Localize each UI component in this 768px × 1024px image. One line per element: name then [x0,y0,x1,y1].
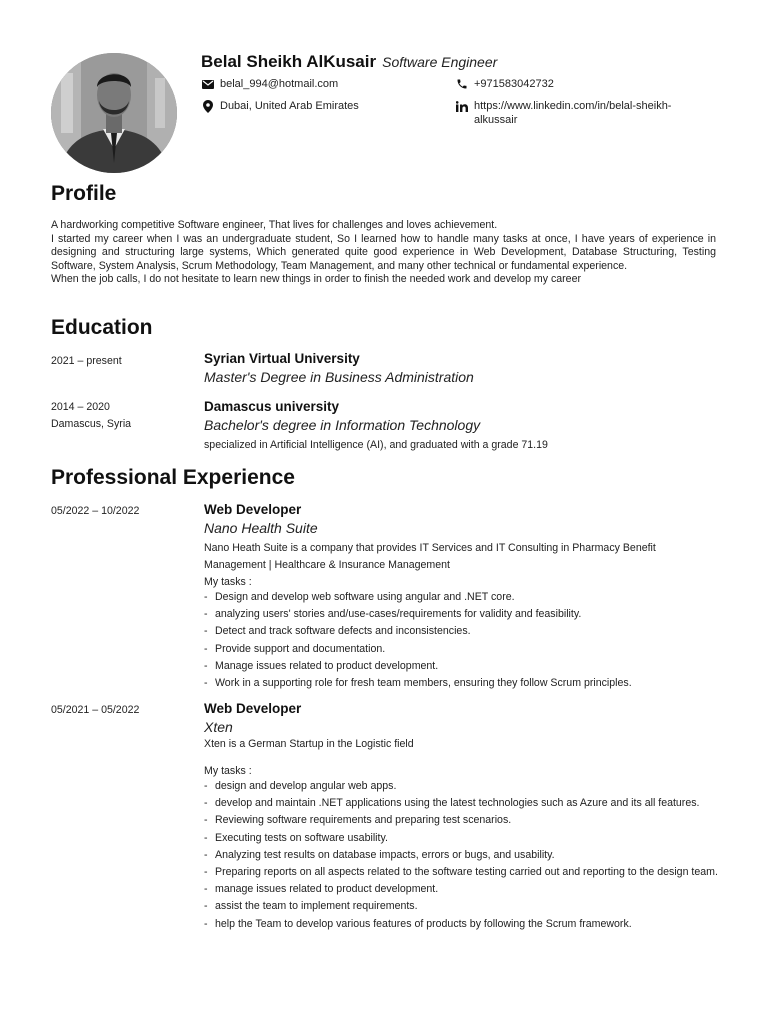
task-item: - manage issues related to product development. [204,883,719,897]
task-item: - Reviewing software requirements and preparing test scenarios. [204,814,719,828]
tasks-label: My tasks : [204,576,252,588]
contact-email [201,77,338,91]
profile-paragraph: A hardworking competitive Software engineer, That lives for challenges and loves achievement. [51,219,498,231]
candidate-name: Belal Sheikh AlKusair [201,52,377,71]
job-title: Software Engineer [382,54,498,70]
phone-icon [455,77,468,91]
school-name: Damascus university [204,399,340,414]
task-item: - assist the team to implement requirements. [204,900,719,914]
profile-photo [51,53,177,173]
tasks-label: My tasks : [204,765,252,777]
experience-entry [204,501,719,694]
education-note: specialized in Artificial Intelligence (AI), and graduated with a grade 71.19 [204,439,548,451]
education-heading: Education [51,316,153,339]
email-link[interactable]: belal_994@hotmail.com [220,78,339,90]
profile-summary [51,219,716,287]
task-item: - Manage issues related to product development. [204,660,719,674]
degree-name: Bachelor's degree in Information Technology [204,417,481,433]
phone-number[interactable]: +971583042732 [474,78,554,90]
linkedin-link[interactable]: https://www.linkedin.com/in/belal-sheikh-alkussair [474,100,672,126]
task-item: - Provide support and documentation. [204,643,719,657]
task-item: - help the Team to develop various features of products by following the Scrum framework. [204,918,719,932]
task-item: - Executing tests on software usability. [204,832,719,846]
role-title: Web Developer [204,701,302,716]
envelope-icon [201,77,214,91]
task-item: - Analyzing test results on database impacts, errors or bugs, and usability. [204,849,719,863]
contact-phone [455,77,554,91]
company-description: Xten is a German Startup in the Logistic field [204,738,414,750]
company-description: Nano Heath Suite is a company that provides IT Services and IT Consulting in Pharmacy Benefit Management | Healthcare & Insurance Management [204,542,656,571]
school-name: Syrian Virtual University [204,351,360,366]
location-text: Dubai, United Arab Emirates [220,100,359,112]
role-title: Web Developer [204,502,302,517]
task-item: - Detect and track software defects and inconsistencies. [204,625,719,639]
task-item: - design and develop angular web apps. [204,780,719,794]
profile-paragraph: I started my career when I was an undergraduate student, So I learned how to handle many tasks at once, I have years of experience in designing and structuring large systems, Which generated quite good experience in Web Development, Database Structuring, Testing Software, System Analysis, Scrum Methodology, Team Management, and many other technical or fundamental experience. [51,232,716,272]
education-entry [204,398,719,454]
company-name: Xten [204,719,233,735]
linkedin-icon [455,99,468,113]
education-date: 2021 – present [51,355,122,367]
degree-name: Master's Degree in Business Administration [204,369,474,385]
task-item: - develop and maintain .NET applications using the latest technologies such as Azure and its all features. [204,797,719,811]
contact-location [201,99,359,113]
experience-entry [204,700,719,935]
task-item: - Work in a supporting role for fresh team members, ensuring they follow Scrum principles. [204,677,719,691]
company-name: Nano Health Suite [204,520,318,536]
task-list [204,591,719,690]
education-location: Damascus, Syria [51,418,132,430]
experience-date: 05/2022 – 10/2022 [51,505,140,517]
profile-heading: Profile [51,182,117,205]
education-date: 2014 – 2020 [51,401,110,413]
candidate-name-line [201,52,497,72]
task-item: - Design and develop web software using angular and .NET core. [204,591,719,605]
contact-linkedin [455,99,675,127]
profile-paragraph: When the job calls, I do not hesitate to learn new things in order to finish the needed work and develop my career [51,273,581,286]
task-item: - analyzing users' stories and/use-cases/requirements for validity and feasibility. [204,608,719,622]
experience-date: 05/2021 – 05/2022 [51,704,140,716]
task-item: - Preparing reports on all aspects related to the software testing carried out and reporting to the design team. [204,866,719,880]
experience-heading: Professional Experience [51,466,295,489]
education-entry [204,350,719,386]
task-list [204,780,719,931]
map-pin-icon [201,99,214,113]
